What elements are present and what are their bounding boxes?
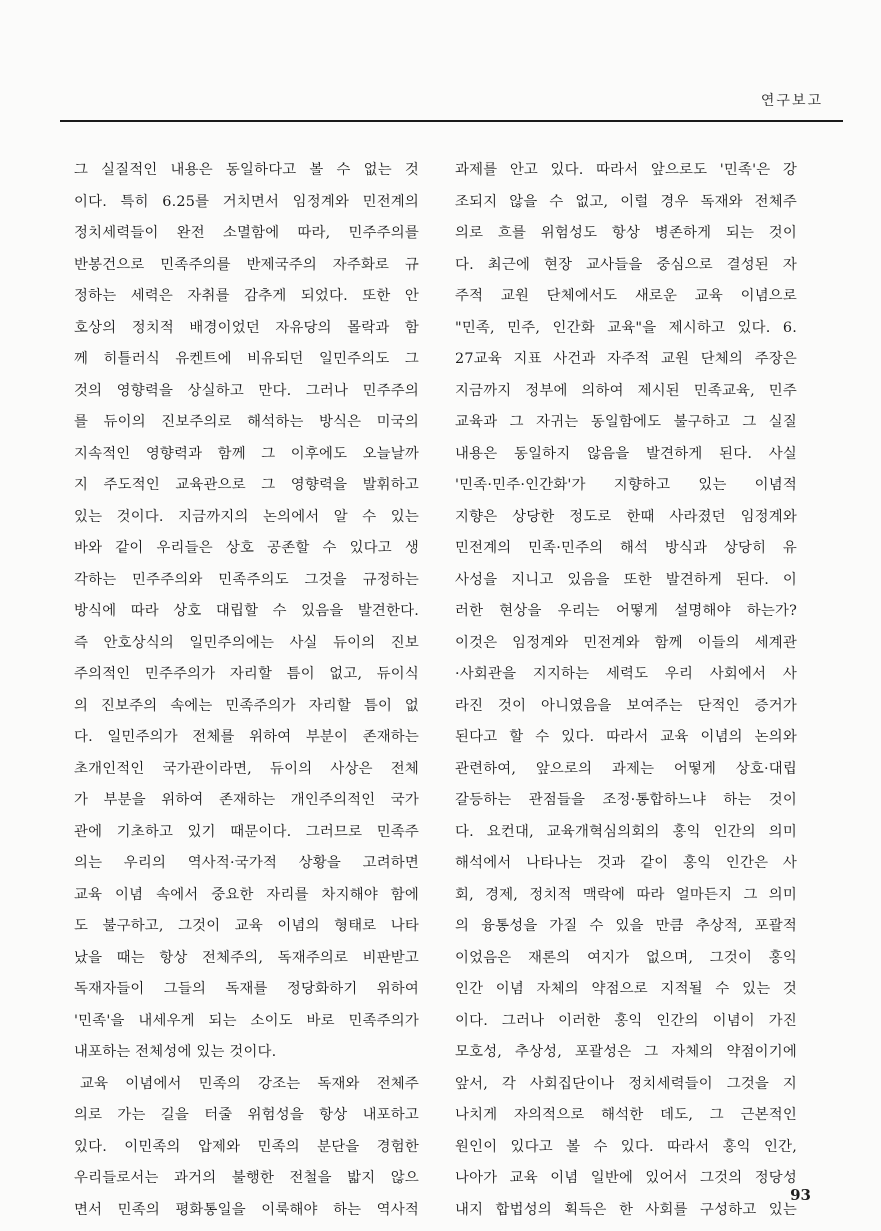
right-column-line: 이다. 그러나 이러한 홍익 인간의 이념이 가진	[455, 1012, 797, 1029]
right-column-line: 내지 합법성의 획득은 한 사회를 구성하고 있는	[455, 1201, 797, 1218]
left-column-line: 의 진보주의 속에는 민족주의가 자리할 틈이 없	[74, 697, 419, 714]
left-column-line: 교육 이념 속에서 중요한 자리를 차지해야 함에	[74, 886, 419, 903]
right-column-line: 다. 요컨대, 교육개혁심의회의 홍익 인간의 의미	[455, 823, 797, 840]
left-column-line: 있는 것이다. 지금까지의 논의에서 알 수 있는	[74, 508, 419, 525]
right-column-line: 과제를 안고 있다. 따라서 앞으로도 '민족'은 강	[455, 162, 797, 178]
right-column-line: 의 융통성을 가질 수 있을 만큼 추상적, 포괄적	[455, 918, 797, 934]
left-column-line: 주의적인 민주주의가 자리할 틈이 없고, 듀이식	[74, 666, 419, 682]
left-column-line: '민족'을 내세우게 되는 소이도 바로 민족주의가	[74, 1012, 419, 1029]
right-column-line: 러한 현상을 우리는 어떻게 설명해야 하는가?	[455, 603, 797, 619]
right-column-line: ·사회관을 지지하는 세력도 우리 사회에서 사	[455, 666, 797, 682]
left-column-line: 면서 민족의 평화통일을 이룩해야 하는 역사적	[74, 1201, 419, 1218]
left-column-line: 가 부분을 위하여 존재하는 개인주의적인 국가	[74, 792, 419, 808]
right-column-line: 갈등하는 관점들을 조정·통합하느냐 하는 것이	[455, 792, 797, 808]
right-column-line: 의로 흐를 위험성도 항상 병존하게 되는 것이	[455, 225, 797, 241]
right-column-line: 앞서, 각 사회집단이나 정치세력들이 그것을 지	[455, 1075, 797, 1092]
left-column-line: 났을 때는 항상 전체주의, 독재주의로 비판받고	[74, 949, 419, 966]
right-column-line: 원인이 있다고 볼 수 있다. 따라서 홍익 인간,	[455, 1138, 797, 1155]
right-column	[455, 155, 797, 1226]
right-column-line: 내용은 동일하지 않음을 발견하게 된다. 사실	[455, 445, 797, 462]
right-column-line: 나치게 자의적으로 해석한 데도, 그 근본적인	[455, 1107, 797, 1123]
right-column-line: 이었음은 재론의 여지가 없으며, 그것이 홍익	[455, 949, 797, 966]
left-column-line: 다. 일민주의가 전체를 위하여 부분이 존재하는	[74, 729, 419, 745]
right-column-line: 사성을 지니고 있음을 또한 발견하게 된다. 이	[455, 571, 797, 588]
right-column-line: 지금까지 정부에 의하여 제시된 민족교육, 민주	[455, 382, 797, 399]
section-label: 연구보고	[760, 93, 823, 109]
left-column-line: 지 주도적인 교육관으로 그 영향력을 발휘하고	[74, 477, 419, 493]
right-column-line: 회, 경제, 정치적 맥락에 따라 얼마든지 그 의미	[455, 886, 797, 903]
left-column-line: 우리들로서는 과거의 불행한 전철을 밟지 않으	[74, 1170, 419, 1186]
right-column-line: 관련하여, 앞으로의 과제는 어떻게 상호·대립	[455, 760, 797, 777]
left-column-line: 각하는 민주주의와 민족주의도 그것을 규정하는	[74, 571, 419, 588]
left-column-line: 방식에 따라 상호 대립할 수 있음을 발견한다.	[74, 603, 419, 619]
left-column-line: 교육 이념에서 민족의 강조는 독재와 전체주	[80, 1075, 419, 1092]
right-column-line: 27교육 지표 사건과 자주적 교원 단체의 주장은	[455, 351, 797, 367]
left-column-line: 께 히틀러식 유켄트에 비유되던 일민주의도 그	[74, 351, 419, 367]
right-column-line: 된다고 할 수 있다. 따라서 교육 이념의 논의와	[455, 729, 797, 745]
left-column	[74, 155, 419, 1226]
right-column-line: 나아가 교육 이념 일반에 있어서 그것의 정당성	[455, 1170, 797, 1186]
right-column-line: 인간 이념 자체의 약점으로 지적될 수 있는 것	[455, 981, 797, 997]
left-column-line: 를 듀이의 진보주의로 해석하는 방식은 미국의	[74, 414, 419, 430]
right-column-line: 다. 최근에 현장 교사들을 중심으로 결성된 자	[455, 256, 797, 273]
left-column-line: 의는 우리의 역사적·국가적 상황을 고려하면	[74, 855, 419, 871]
left-column-line: 초개인적인 국가관이라면, 듀이의 사상은 전체	[74, 760, 419, 777]
right-column-line: 교육과 그 자귀는 동일함에도 불구하고 그 실질	[455, 414, 797, 430]
left-column-line: 호상의 정치적 배경이었던 자유당의 몰락과 함	[74, 319, 419, 336]
right-column-line: "민족, 민주, 인간화 교육"을 제시하고 있다. 6.	[455, 319, 797, 336]
left-column-line: 있다. 이민족의 압제와 민족의 분단을 경험한	[74, 1138, 419, 1155]
page-number: 93	[790, 1186, 811, 1204]
left-column-line: 내포하는 전체성에 있는 것이다.	[74, 1044, 277, 1060]
left-column-line: 이다. 특히 6.25를 거치면서 임정계와 민전계의	[74, 193, 419, 210]
right-column-line: 주적 교원 단체에서도 새로운 교육 이념으로	[455, 288, 797, 304]
right-column-line: 해석에서 나타나는 것과 같이 홍익 인간은 사	[455, 855, 797, 871]
left-column-line: 즉 안호상식의 일민주의에는 사실 듀이의 진보	[74, 634, 419, 651]
left-column-line: 그 실질적인 내용은 동일하다고 볼 수 없는 것	[74, 162, 419, 178]
right-column-line: 민전계의 민족·민주의 해석 방식과 상당히 유	[455, 540, 797, 556]
left-column-line: 지속적인 영향력과 함께 그 이후에도 오늘날까	[74, 445, 419, 462]
left-column-line: 정하는 세력은 자취를 감추게 되었다. 또한 안	[74, 288, 419, 304]
left-column-line: 관에 기초하고 있기 때문이다. 그러므로 민족주	[74, 823, 419, 840]
left-column-line: 정치세력들이 완전 소멸함에 따라, 민주주의를	[74, 225, 419, 241]
header-rule	[60, 120, 843, 122]
left-column-line: 독재자들이 그들의 독재를 정당화하기 위하여	[74, 981, 419, 997]
right-column-line: 모호성, 추상성, 포괄성은 그 자체의 약점이기에	[455, 1044, 797, 1060]
left-column-line: 바와 같이 우리들은 상호 공존할 수 있다고 생	[74, 540, 419, 556]
left-column-line: 반봉건으로 민족주의를 반제국주의 자주화로 규	[74, 256, 419, 273]
left-column-line: 도 불구하고, 그것이 교육 이념의 형태로 나타	[74, 918, 419, 934]
right-column-line: 지향은 상당한 정도로 한때 사라졌던 임정계와	[455, 508, 797, 525]
right-column-line: 라진 것이 아니였음을 보여주는 단적인 증거가	[455, 697, 797, 714]
right-column-line: 이것은 임정계와 민전계와 함께 이들의 세계관	[455, 634, 797, 651]
left-column-line: 의로 가는 길을 터줄 위험성을 항상 내포하고	[74, 1107, 419, 1123]
right-column-line: 조되지 않을 수 없고, 이럴 경우 독재와 전체주	[455, 193, 797, 210]
right-column-line: '민족·민주·인간화'가 지향하고 있는 이념적	[455, 477, 797, 493]
left-column-line: 것의 영향력을 상실하고 만다. 그러나 민주주의	[74, 382, 419, 399]
